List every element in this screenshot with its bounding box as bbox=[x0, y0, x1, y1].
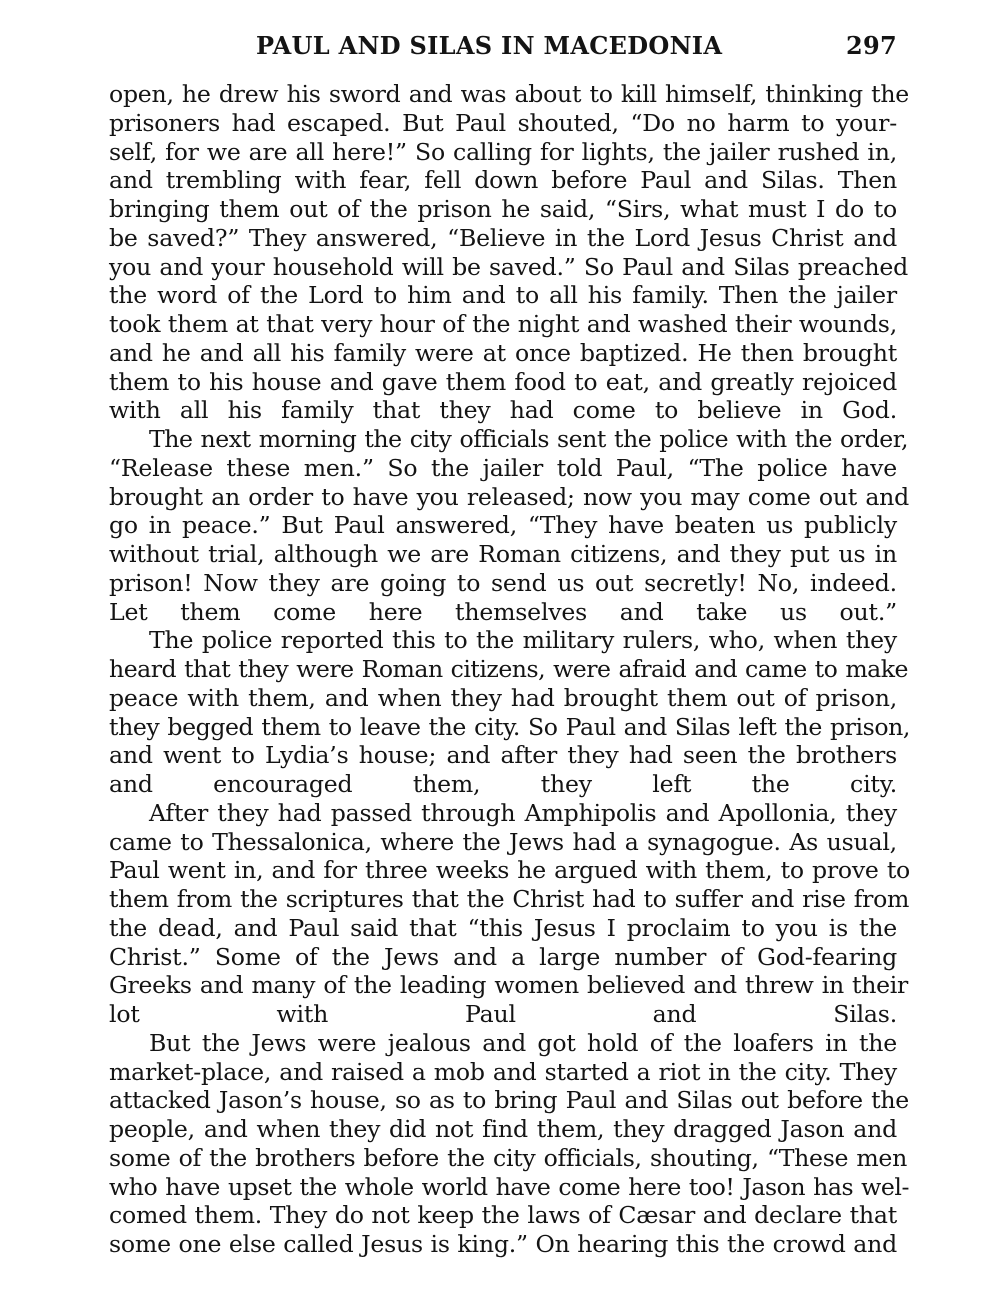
text-line: without trial, although we are Roman citizens, and they put us in bbox=[109, 540, 897, 568]
text-line: them to his house and gave them food to eat, and greatly rejoiced bbox=[109, 367, 897, 396]
paragraph-4 bbox=[109, 798, 910, 1029]
text-line: Paul went in, and for three weeks he argued with them, to prove to bbox=[109, 856, 910, 885]
text-line: them from the scriptures that the Christ had to suffer and rise from bbox=[109, 885, 909, 913]
text-line: Let them come here themselves and take us out.” bbox=[109, 597, 897, 626]
text-line: came to Thessalonica, where the Jews had a synagogue. As usual, bbox=[109, 827, 897, 856]
text-line: and went to Lydia’s house; and after they had seen the brothers bbox=[109, 741, 897, 770]
text-line: comed them. They do not keep the laws of Cæsar and declare that bbox=[109, 1201, 897, 1230]
text-line: people, and when they did not find them, they dragged Jason and bbox=[109, 1115, 897, 1143]
text-line: prison! Now they are going to send us out secretly! No, indeed. bbox=[109, 568, 897, 597]
text-line: took them at that very hour of the night and washed their wounds, bbox=[109, 310, 897, 338]
text-line: self, for we are all here!” So calling for lights, the jailer rushed in, bbox=[109, 137, 897, 166]
text-line: who have upset the whole world have come here too! Jason has wel- bbox=[109, 1172, 909, 1201]
text-line: “Release these men.” So the jailer told Paul, “The police have bbox=[109, 453, 897, 482]
text-line: some one else called Jesus is king.” On hearing this the crowd and bbox=[109, 1230, 897, 1258]
text-line: attacked Jason’s house, so as to bring Paul and Silas out before the bbox=[109, 1086, 909, 1115]
text-line: Greeks and many of the leading women believed and threw in their bbox=[109, 971, 908, 1000]
text-line: be saved?” They answered, “Believe in the Lord Jesus Christ and bbox=[109, 223, 897, 252]
text-line: market-place, and raised a mob and started a riot in the city. They bbox=[109, 1057, 897, 1086]
text-line: go in peace.” But Paul answered, “They have beaten us publicly bbox=[109, 511, 897, 540]
text-line: and trembling with fear, fell down before Paul and Silas. Then bbox=[109, 166, 897, 195]
text-line: heard that they were Roman citizens, were afraid and came to make bbox=[109, 655, 908, 683]
paragraph-1 bbox=[109, 80, 909, 425]
text-line: After they had passed through Amphipolis and Apollonia, they bbox=[149, 798, 897, 827]
text-line: and he and all his family were at once baptized. He then brought bbox=[109, 338, 897, 367]
text-line: The police reported this to the military rulers, who, when they bbox=[149, 626, 897, 655]
text-line: you and your household will be saved.” So Paul and Silas preached bbox=[109, 252, 908, 281]
text-line: open, he drew his sword and was about to kill himself, thinking the bbox=[109, 80, 909, 108]
paragraph-2 bbox=[109, 425, 909, 626]
paragraph-5 bbox=[109, 1028, 909, 1259]
text-line: the word of the Lord to him and to all his family. Then the jailer bbox=[109, 281, 897, 310]
text-line: they begged them to leave the city. So Paul and Silas left the prison, bbox=[109, 712, 910, 741]
book-page bbox=[109, 28, 910, 1259]
text-line: peace with them, and when they had brought them out of prison, bbox=[109, 683, 897, 712]
text-line: But the Jews were jealous and got hold of the loafers in the bbox=[149, 1028, 897, 1057]
body-text bbox=[109, 80, 910, 1259]
text-line: with all his family that they had come to believe in God. bbox=[109, 396, 897, 425]
text-line: bringing them out of the prison he said, “Sirs, what must I do to bbox=[109, 195, 897, 223]
text-line: brought an order to have you released; now you may come out and bbox=[109, 482, 909, 511]
text-line: prisoners had escaped. But Paul shouted, “Do no harm to your- bbox=[109, 108, 897, 137]
text-line: Christ.” Some of the Jews and a large number of God-fearing bbox=[109, 942, 897, 971]
text-line: the dead, and Paul said that “this Jesus I proclaim to you is the bbox=[109, 913, 897, 942]
chapter-title: PAUL AND SILAS IN MACEDONIA bbox=[256, 31, 723, 60]
paragraph-3 bbox=[109, 626, 910, 799]
text-line: lot with Paul and Silas. bbox=[109, 1000, 897, 1028]
text-line: and encouraged them, they left the city. bbox=[109, 770, 897, 798]
page-number: 297 bbox=[846, 31, 897, 60]
text-line: The next morning the city officials sent the police with the order, bbox=[149, 425, 908, 453]
running-header bbox=[109, 28, 897, 68]
text-line: some of the brothers before the city officials, shouting, “These men bbox=[109, 1143, 907, 1172]
